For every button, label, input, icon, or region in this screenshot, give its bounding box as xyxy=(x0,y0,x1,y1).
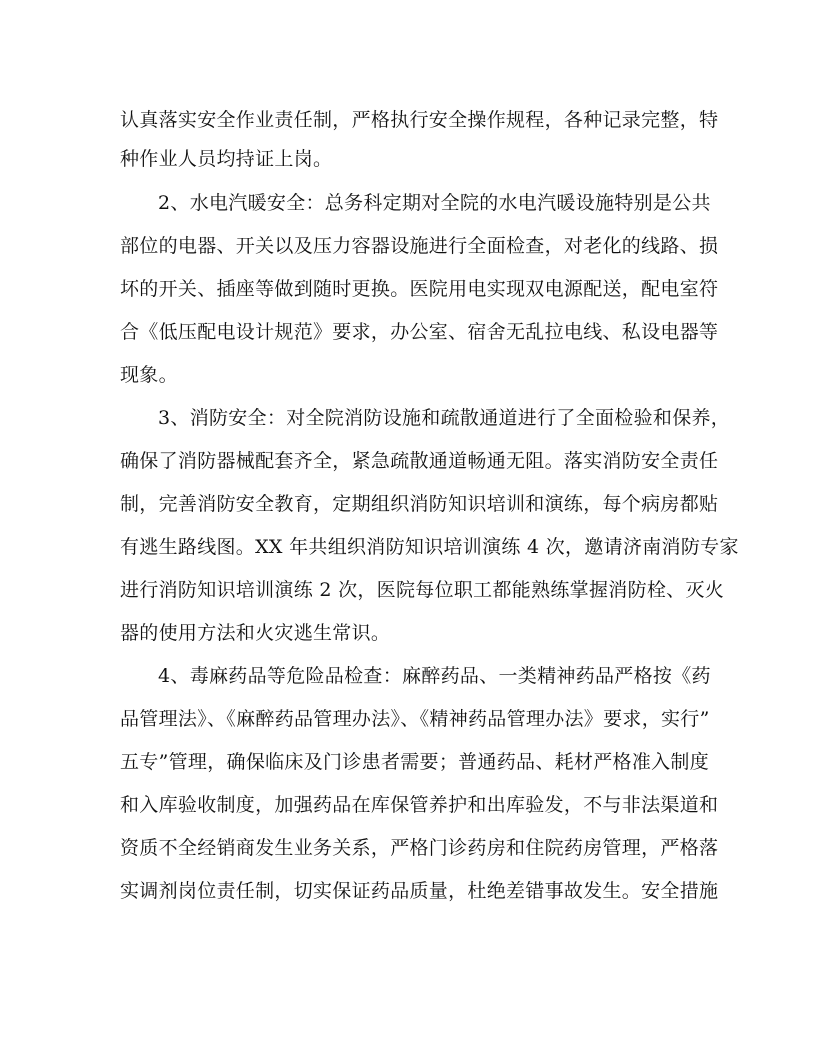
text-line: 部位的电器、开关以及压力容器设施进行全面检查，对老化的线路、损 xyxy=(120,235,719,257)
text-line: 种作业人员均持证上岗。 xyxy=(120,148,333,170)
text-line: 进行消防知识培训演练 2 次，医院每位职工都能熟练掌握消防栓、灭火 xyxy=(120,579,725,601)
text-line: 认真落实安全作业责任制，严格执行安全操作规程，各种记录完整，特 xyxy=(120,109,719,131)
text-line: 品管理法》、《麻醉药品管理办法》、《精神药品管理办法》要求，实行” xyxy=(120,708,710,730)
text-line: 五专”管理，确保临床及门诊患者需要；普通药品、耗材严格准入制度 xyxy=(120,751,710,773)
text-line: 现象。 xyxy=(120,364,178,386)
text-line: 器的使用方法和火灾逃生常识。 xyxy=(120,622,391,644)
text-line: 合《低压配电设计规范》要求，办公室、宿舍无乱拉电线、私设电器等 xyxy=(120,321,719,343)
text-line: 坏的开关、插座等做到随时更换。医院用电实现双电源配送，配电室符 xyxy=(120,278,719,300)
paragraph-start: 2、水电汽暖安全：总务科定期对全院的水电汽暖设施特别是公共 xyxy=(158,192,711,214)
text-line: 实调剂岗位责任制，切实保证药品质量，杜绝差错事故发生。安全措施 xyxy=(120,880,719,902)
paragraph-start: 4、毒麻药品等危险品检查：麻醉药品、一类精神药品严格按《药 xyxy=(158,665,711,687)
text-line: 和入库验收制度，加强药品在库保管养护和出库验发，不与非法渠道和 xyxy=(120,794,719,816)
text-line: 制，完善消防安全教育，定期组织消防知识培训和演练，每个病房都贴 xyxy=(120,493,719,515)
text-line: 确保了消防器械配套齐全，紧急疏散通道畅通无阻。落实消防安全责任 xyxy=(120,450,719,472)
text-line: 有逃生路线图。XX 年共组织消防知识培训演练 4 次，邀请济南消防专家 xyxy=(120,536,739,558)
text-line: 资质不全经销商发生业务关系，严格门诊药房和住院药房管理，严格落 xyxy=(120,837,719,859)
paragraph-start: 3、消防安全：对全院消防设施和疏散通道进行了全面检验和保养， xyxy=(158,407,731,429)
